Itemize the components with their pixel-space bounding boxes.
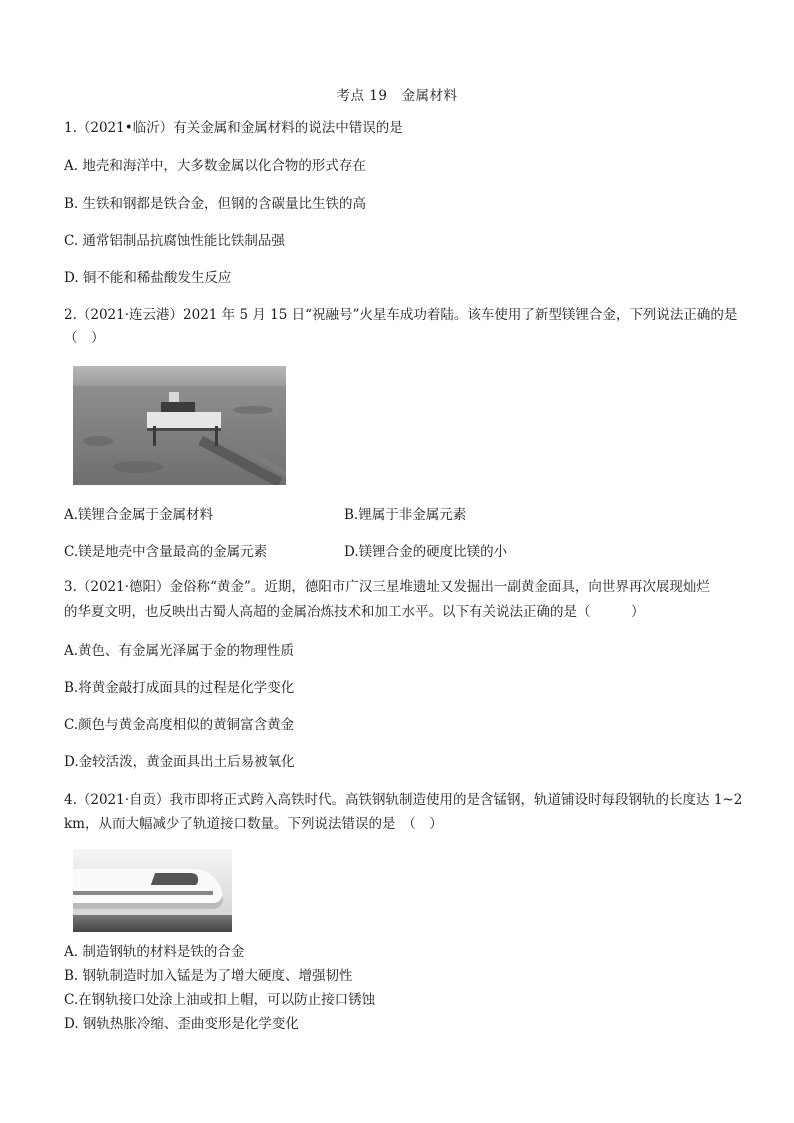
q1-option-b: B. 生铁和钢都是铁合金，但钢的含碳量比生铁的高	[64, 196, 367, 212]
q3-option-b: B.将黄金敲打成面具的过程是化学变化	[64, 680, 295, 696]
page-title: 考点 19 金属材料	[336, 88, 458, 104]
q3-option-d: D.金较活泼，黄金面具出土后易被氧化	[64, 754, 295, 770]
q3-stem-line2: 的华夏文明，也反映出古蜀人高超的金属冶炼技术和加工水平。以下有关说法正确的是（ ）	[64, 604, 645, 620]
q1-stem: 1.（2021•临沂）有关金属和金属材料的说法中错误的是	[64, 120, 403, 136]
q2-stem-cont: （ ）	[64, 330, 105, 346]
q1-option-a: A. 地壳和海洋中，大多数金属以化合物的形式存在	[64, 158, 366, 174]
q2-option-b: B.锂属于非金属元素	[344, 507, 467, 523]
q1-option-c: C. 通常铝制品抗腐蚀性能比铁制品强	[64, 233, 285, 249]
q2-option-d: D.镁锂合金的硬度比镁的小	[344, 544, 508, 560]
q3-stem-line1: 3.（2021·德阳）金俗称“黄金”。近期，德阳市广汉三星堆遗址又发掘出一副黄金面具，向世界再次展现灿烂	[64, 579, 710, 595]
mars-rover-photo	[73, 366, 286, 485]
q2-option-a: A.镁锂合金属于金属材料	[64, 507, 214, 523]
q4-option-c: C.在钢轨接口处涂上油或扣上帽，可以防止接口锈蚀	[64, 992, 376, 1008]
q1-option-d: D. 铜不能和稀盐酸发生反应	[64, 270, 232, 286]
q3-option-a: A.黄色、有金属光泽属于金的物理性质	[64, 643, 295, 659]
q4-stem-line2: km，从而大幅减少了轨道接口数量。下列说法错误的是 （ ）	[64, 816, 443, 832]
q4-option-d: D. 钢轨热胀冷缩、歪曲变形是化学变化	[64, 1016, 299, 1032]
q3-option-c: C.颜色与黄金高度相似的黄铜富含黄金	[64, 717, 295, 733]
q4-option-a: A. 制造钢轨的材料是铁的合金	[64, 944, 245, 960]
q4-option-b: B. 钢轨制造时加入锰是为了增大硬度、增强韧性	[64, 968, 353, 984]
q4-stem-line1: 4.（2021·自贡）我市即将正式跨入高铁时代。高铁钢轨制造使用的是含锰钢，轨道铺设时每段钢轨的长度达 1~2	[64, 792, 743, 808]
q2-option-c: C.镁是地壳中含量最高的金属元素	[64, 544, 268, 560]
q2-stem: 2.（2021·连云港）2021 年 5 月 15 日“祝融号”火星车成功着陆。该车使用了新型镁锂合金，下列说法正确的是	[64, 307, 738, 323]
high-speed-train-photo	[73, 849, 232, 932]
